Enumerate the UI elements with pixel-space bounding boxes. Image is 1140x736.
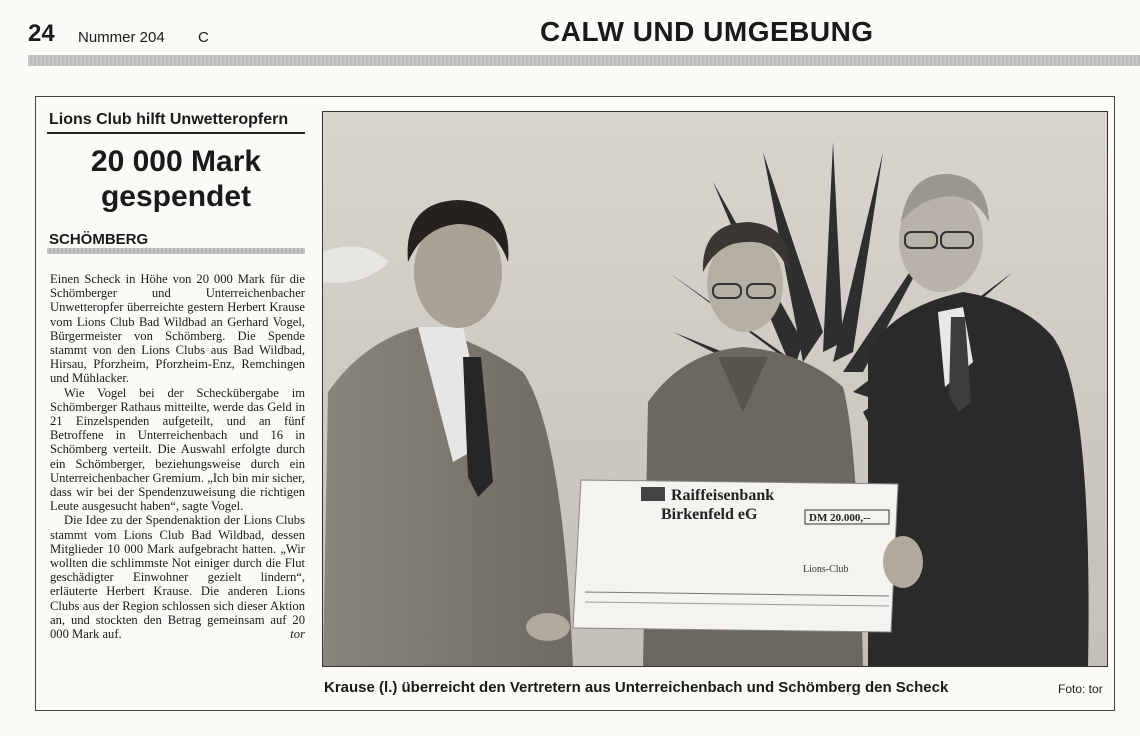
dateline: SCHÖMBERG <box>49 231 149 248</box>
page-number: 24 <box>28 20 55 47</box>
author-initials: tor <box>290 627 305 642</box>
hand-left <box>526 613 570 641</box>
cheque-bank-branch: Birkenfeld eG <box>661 506 758 523</box>
paragraph-1: Einen Scheck in Höhe von 20 000 Mark für die Schömberger und Unterreichenbacher Unwetteropfer überreichte gestern Herbert Krause vom Lions Club Bad Wildbad an Gerhard Vogel, Bürgermeister von Schömberg. Die Spende stammt von den Lions Clubs aus Bad Wildbad, Hirsau, Pforzheim, Pforzheim-Enz, Remchingen und Mühlacker. <box>50 272 305 386</box>
bank-logo-icon <box>641 487 665 501</box>
article-body <box>50 272 305 641</box>
article-kicker: Lions Club hilft Unwetteropfern <box>49 111 289 128</box>
header-rule <box>28 55 1140 66</box>
edition-letter: C <box>198 29 209 46</box>
hand-right <box>883 536 923 588</box>
article-headline <box>47 144 305 214</box>
article-photo <box>322 111 1108 667</box>
cheque-bank-name: Raiffeisenbank <box>671 487 775 504</box>
section-title: CALW UND UMGEBUNG <box>540 16 874 47</box>
headline-line-2: gespendet <box>100 180 252 213</box>
paragraph-3 <box>50 513 305 641</box>
cheque-payee: Lions-Club <box>803 564 849 575</box>
cheque-amount: DM 20.000,-- <box>809 512 871 524</box>
paragraph-3-text: Die Idee zu der Spendenaktion der Lions Clubs stammt vom Lions Club Bad Wildbad, dessen Mitglieder 10 000 Mark aufgebracht hatten. „Wir wollten die schlimmste Not einiger durch die Flut geschädigter Einwohner gezielt lindern“, erläuterte Herbert Krause. Die anderen Lions Clubs aus der Region schlossen sich dieser Aktion an, und stockten den Betrag gemeinsam auf 20 000 Mark auf. <box>50 513 305 642</box>
photo-illustration <box>323 112 1108 667</box>
photo-credit: Foto: tor <box>1058 682 1103 696</box>
kicker-rule <box>47 132 305 134</box>
photo-caption: Krause (l.) überreicht den Vertretern aus Unterreichenbach und Schömberg den Scheck <box>324 679 949 696</box>
cheque <box>573 480 898 632</box>
dateline-rule <box>47 248 305 254</box>
headline-line-1: 20 000 Mark <box>90 145 262 178</box>
issue-number: Nummer 204 <box>78 29 165 46</box>
paragraph-2: Wie Vogel bei der Scheckübergabe im Schömberger Rathaus mitteilte, werde das Geld in 21 Einzelspenden aufgeteilt, und an fünf Betroffene in Unterreichenbach und 16 in Schömberg verteilt. Die Auswahl erfolgte durch ein Schömberger, beziehungsweise durch ein Unterreichenbacher Gremium. „Ich bin mir sicher, dass wir bei der Spendenzuweisung die richtigen Leute ausgesucht haben“, sagte Vogel. <box>50 385 305 514</box>
